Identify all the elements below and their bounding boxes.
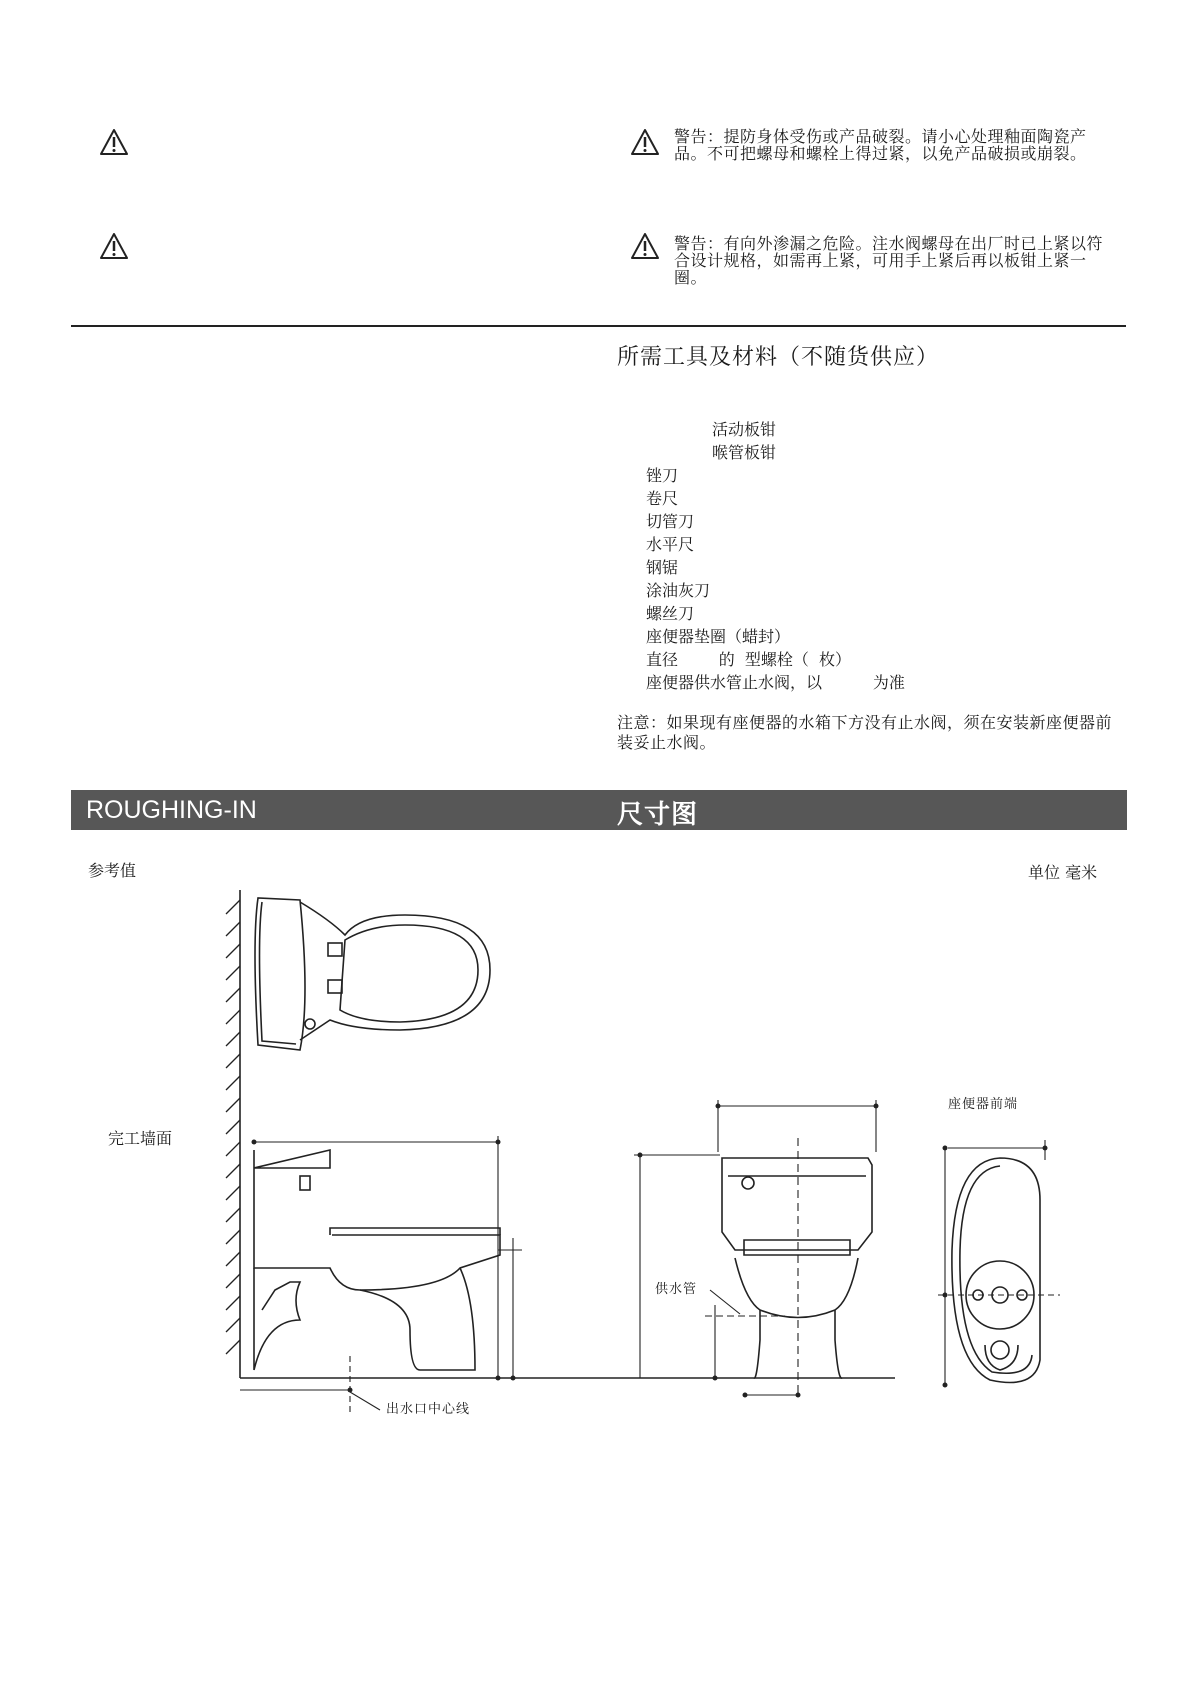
warning-leak-text: 警告：有向外渗漏之危险。注水阀螺母在出厂时已上紧以符合设计规格，如需再上紧，可用手上紧后再以板钳上紧一圈。 bbox=[674, 234, 1104, 287]
banner-title-cn: 尺寸图 bbox=[617, 800, 699, 830]
banner-title-en: ROUGHING-IN bbox=[86, 796, 257, 824]
tool-item: 螺丝刀 bbox=[646, 604, 695, 623]
shutoff-valve-note: 注意：如果现有座便器的水箱下方没有止水阀，须在安装新座便器前装妥止水阀。 bbox=[617, 713, 1113, 752]
tool-item: 座便器垫圈（蜡封） bbox=[646, 627, 791, 646]
bowl-front-label: 座便器前端 bbox=[948, 1097, 1019, 1112]
supply-label: 供水管 bbox=[655, 1282, 698, 1297]
finished-wall-label: 完工墙面 bbox=[108, 1129, 173, 1148]
tool-item: 卷尺 bbox=[646, 489, 679, 508]
outlet-centerline-label: 出水口中心线 bbox=[386, 1402, 471, 1417]
tool-item: 切管刀 bbox=[646, 512, 695, 531]
warning-injury-text: 警告：提防身体受伤或产品破裂。请小心处理釉面陶瓷产品。不可把螺母和螺栓上得过紧，以免产品破损或崩裂。 bbox=[674, 127, 1087, 163]
tool-item: 水平尺 bbox=[646, 535, 695, 554]
tool-item: 活动板钳 bbox=[712, 420, 777, 439]
tool-item: 涂油灰刀 bbox=[646, 581, 711, 600]
tool-item: 钢锯 bbox=[646, 558, 679, 577]
unit-label: 单位 毫米 bbox=[1028, 863, 1098, 882]
tool-item: 直径 的 型螺栓（ 枚） bbox=[646, 650, 852, 669]
tool-item: 喉管板钳 bbox=[712, 443, 777, 462]
reference-label: 参考值 bbox=[88, 861, 137, 880]
tool-item: 锉刀 bbox=[646, 466, 679, 485]
tools-heading: 所需工具及材料（不随货供应） bbox=[617, 345, 940, 370]
tool-item: 座便器供水管止水阀，以 为准 bbox=[646, 673, 905, 692]
